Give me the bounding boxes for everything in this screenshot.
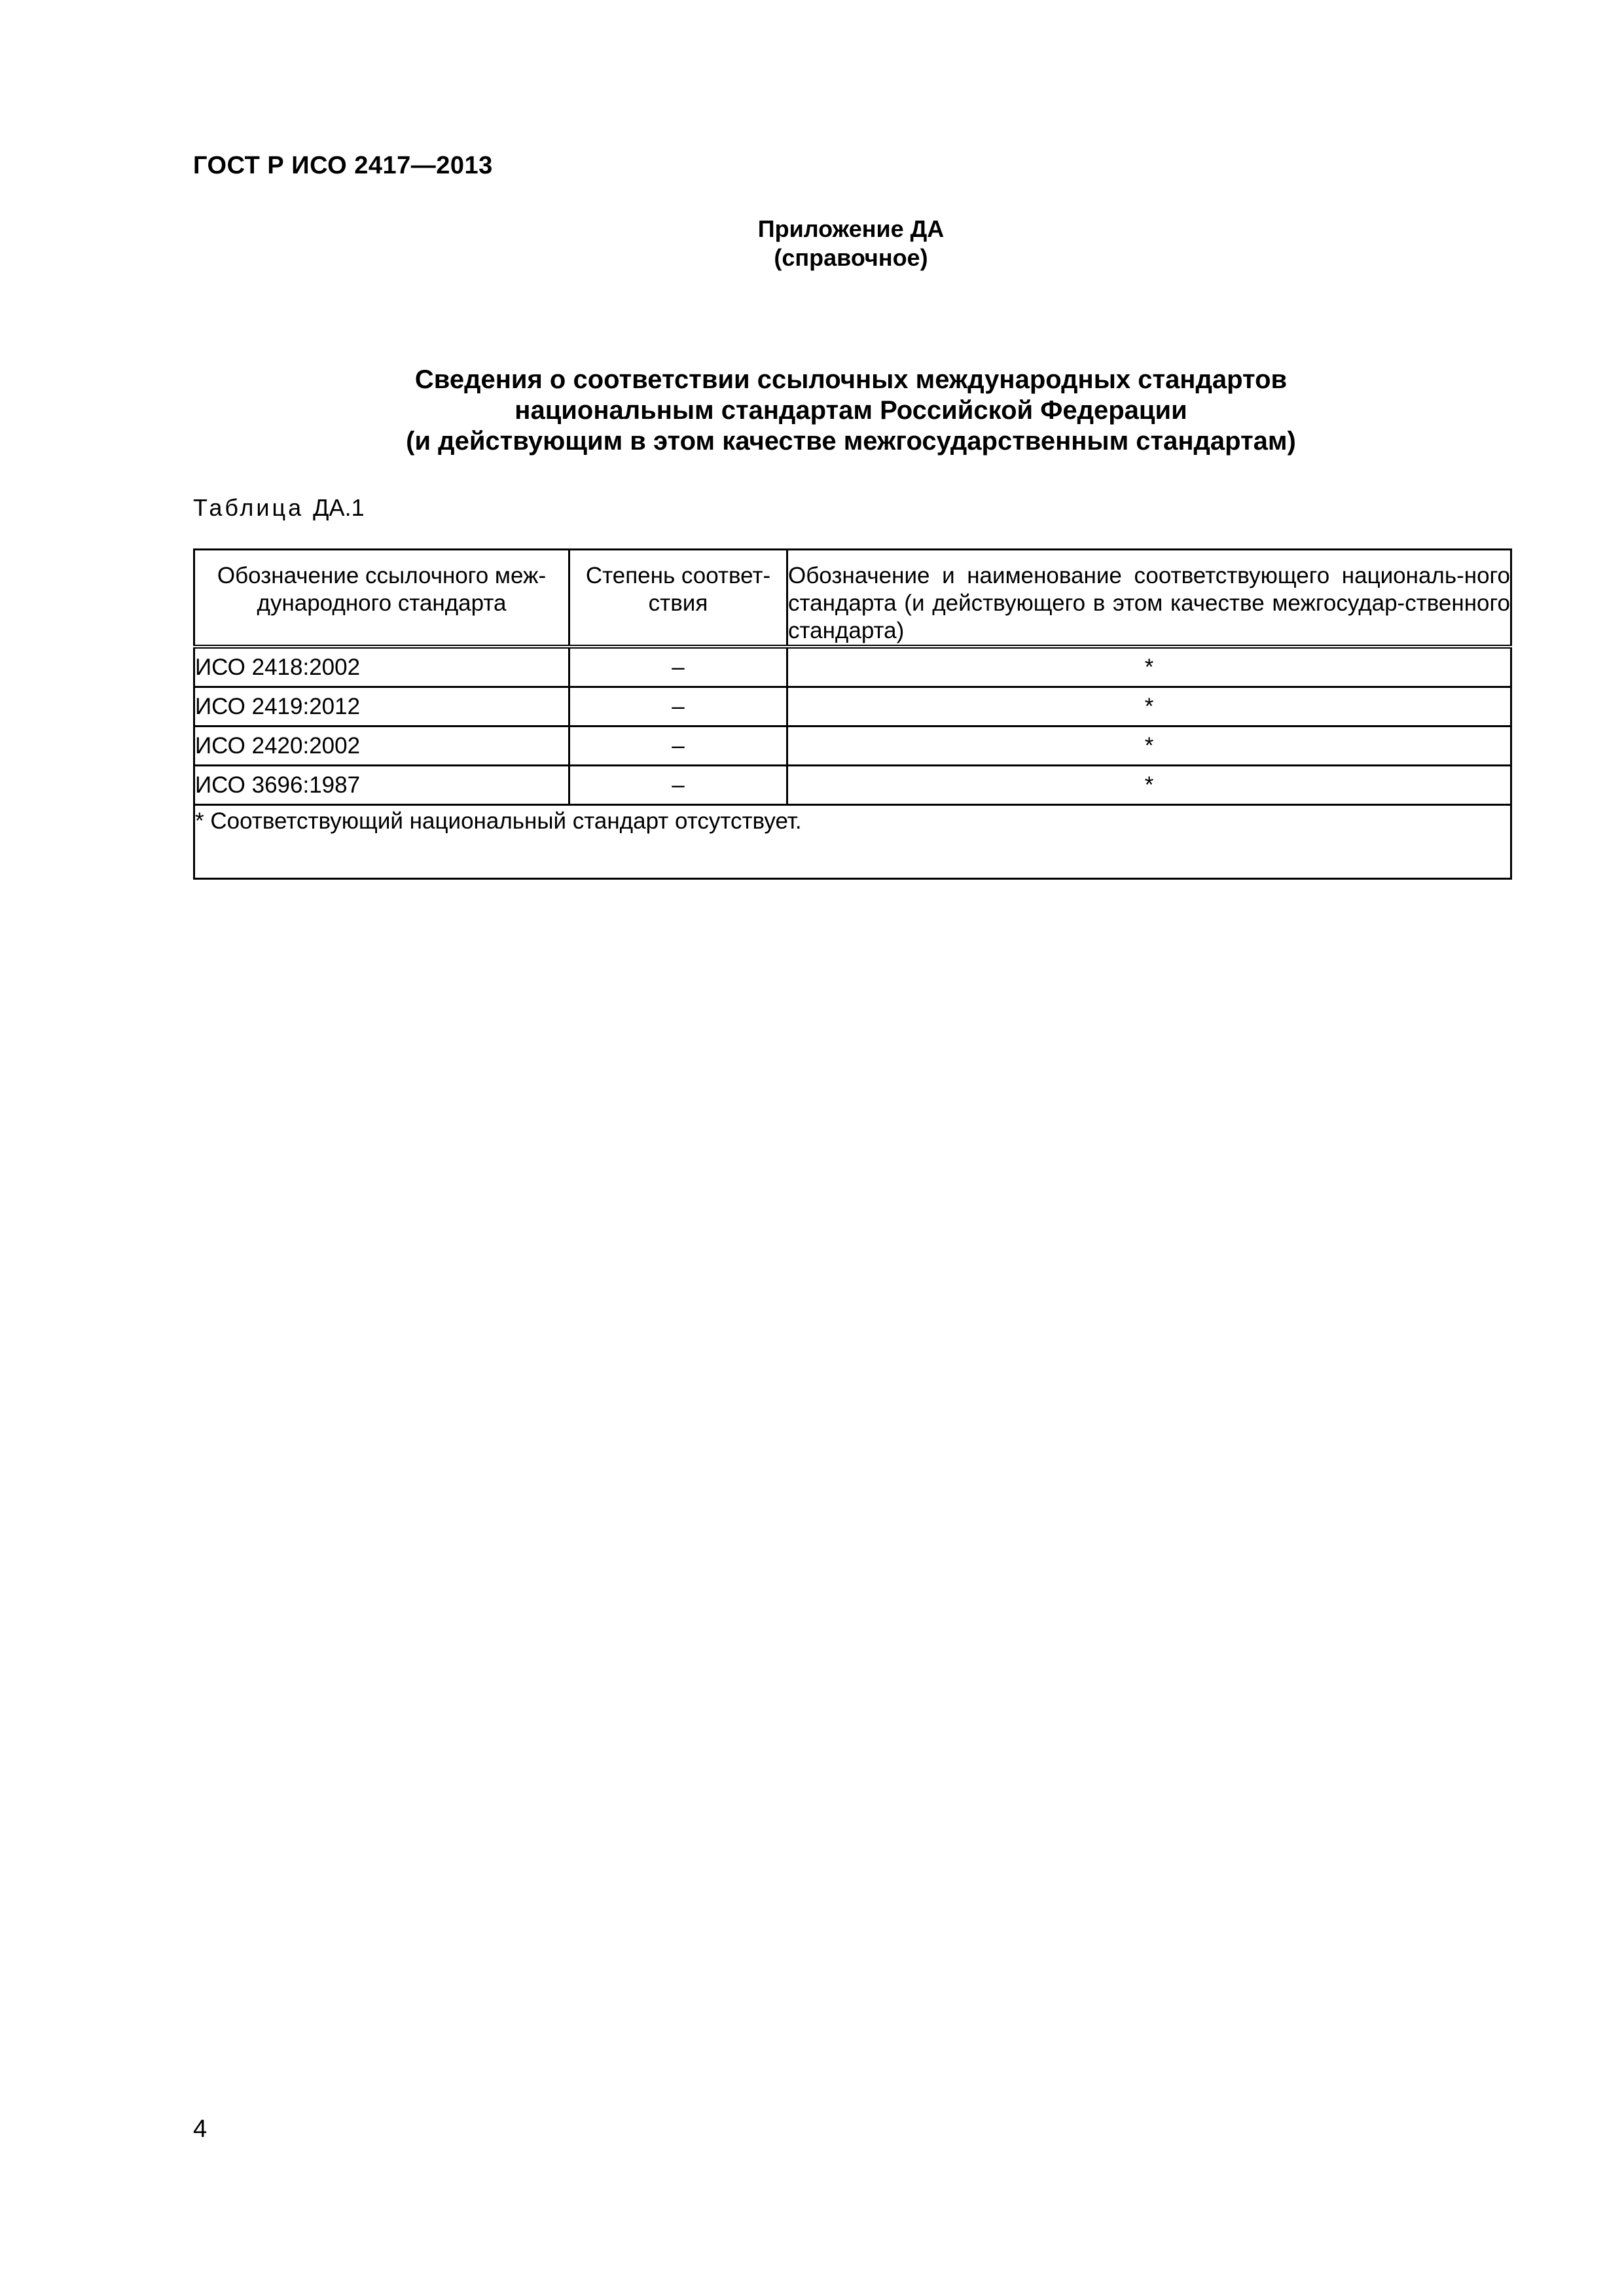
cell-degree: – [569, 687, 787, 726]
table-header-row [194, 550, 1511, 647]
cell-standard-code: ИСО 2418:2002 [194, 647, 569, 687]
cell-standard-code: ИСО 2419:2012 [194, 687, 569, 726]
table-footnote-row [194, 805, 1511, 879]
table-row [194, 726, 1511, 766]
table-caption [193, 494, 365, 522]
table-row [194, 647, 1511, 687]
cell-national-standard: * [787, 766, 1511, 805]
annex-title-line-3: (и действующим в этом качестве межгосударственным стандартам) [406, 427, 1296, 456]
cell-degree: – [569, 766, 787, 805]
table-row [194, 766, 1511, 805]
annex-label: Приложение ДА [757, 215, 945, 242]
cell-national-standard: * [787, 726, 1511, 766]
correspondence-table [193, 548, 1512, 880]
cell-degree: – [569, 647, 787, 687]
page-number: 4 [193, 2115, 208, 2143]
annex-title [193, 365, 1509, 457]
annex-heading [655, 215, 1047, 272]
header-international-standard: Обозначение ссылочного меж-дународного стандарта [194, 550, 569, 647]
cell-national-standard: * [787, 687, 1511, 726]
cell-degree: – [569, 726, 787, 766]
table-caption-word: Таблица [193, 494, 304, 521]
cell-national-standard: * [787, 647, 1511, 687]
cell-standard-code: ИСО 2420:2002 [194, 726, 569, 766]
header-degree-of-correspondence: Степень соответ-ствия [569, 550, 787, 647]
table-caption-number: ДА.1 [313, 494, 365, 521]
table-row [194, 687, 1511, 726]
document-code: ГОСТ Р ИСО 2417—2013 [193, 152, 493, 179]
table-footnote: * Соответствующий национальный стандарт отсутствует. [194, 805, 1511, 879]
annex-title-line-2: национальным стандартам Российской Федерации [514, 396, 1187, 425]
header-national-standard: Обозначение и наименование соответствующего националь-ного стандарта (и действующего в этом качестве межгосудар-ственного стандарта) [787, 550, 1511, 647]
annex-title-line-1: Сведения о соответствии ссылочных международных стандартов [414, 365, 1288, 394]
cell-standard-code: ИСО 3696:1987 [194, 766, 569, 805]
annex-status: (справочное) [774, 244, 928, 271]
